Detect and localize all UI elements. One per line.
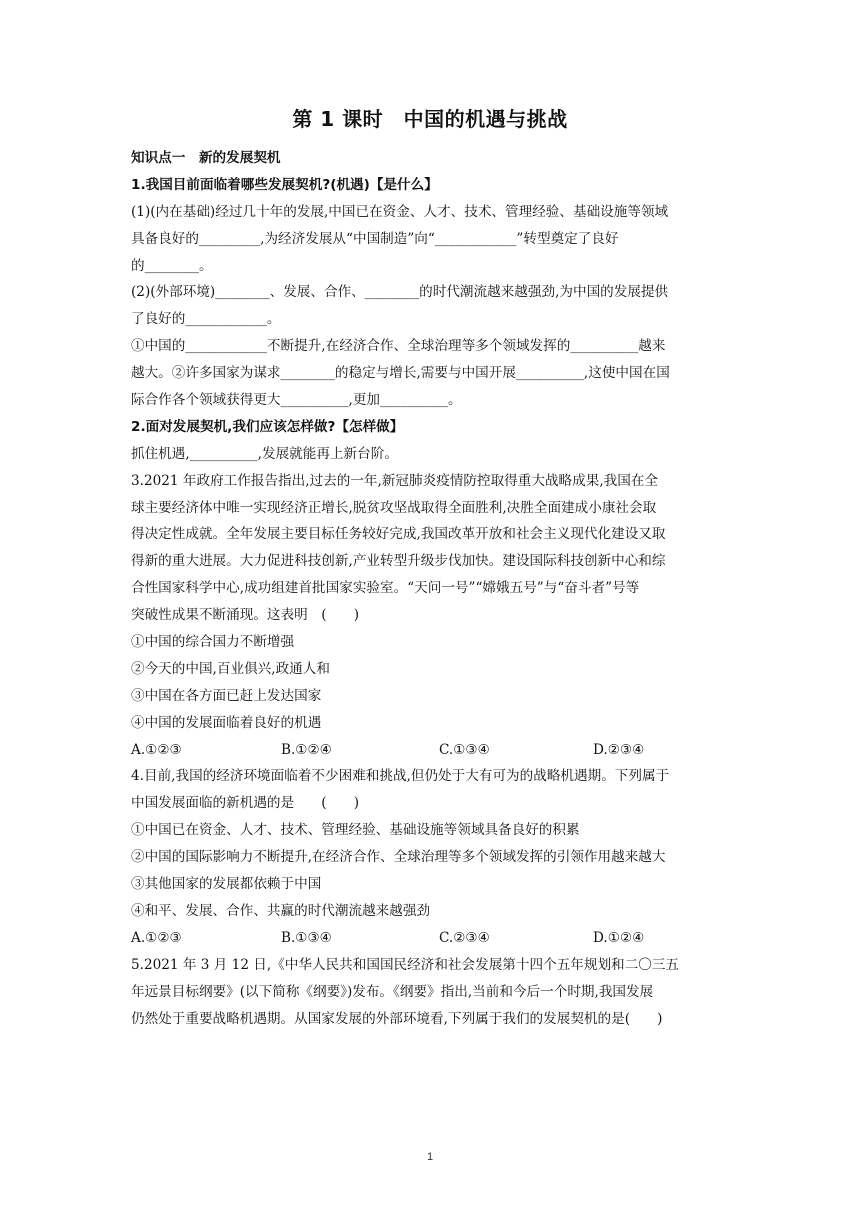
text-line: 得决定性成就。全年发展主要目标任务较好完成,我国改革开放和社会主义现代化建设又取 bbox=[131, 526, 666, 543]
text-line: ④和平、发展、合作、共赢的时代潮流越来越强劲 bbox=[131, 902, 431, 919]
document-body bbox=[131, 145, 731, 1032]
answer-option: D.②③④ bbox=[593, 741, 645, 758]
text-line: 的________。 bbox=[131, 257, 213, 274]
answer-option: C.①③④ bbox=[439, 741, 490, 758]
text-line: 了良好的____________。 bbox=[131, 311, 281, 328]
answer-option: A.①②③ bbox=[131, 929, 182, 946]
text-line: ②今天的中国,百业俱兴,政通人和 bbox=[131, 660, 330, 677]
answer-options bbox=[131, 737, 731, 764]
text-line: 越大。②许多国家为谋求________的稳定与增长,需要与中国开展__________,这使中国在国 bbox=[131, 365, 670, 382]
text-line: 合性国家科学中心,成功组建首批国家实验室。“天问一号”“嫦娥五号”与“奋斗者”号等 bbox=[131, 580, 640, 597]
text-line: 球主要经济体中唯一实现经济正增长,脱贫攻坚战取得全面胜利,决胜全面建成小康社会取 bbox=[131, 499, 657, 516]
section-heading: 知识点一 新的发展契机 bbox=[131, 150, 281, 166]
text-line: 具备良好的_________,为经济发展从“中国制造”向“____________”转型奠定了良好 bbox=[131, 230, 619, 247]
text-line: ③其他国家的发展都依赖于中国 bbox=[131, 876, 322, 893]
text-line: 年远景目标纲要》(以下简称《纲要》)发布。《纲要》指出,当前和今后一个时期,我国发展 bbox=[131, 983, 654, 1000]
page-number: 1 bbox=[426, 1151, 434, 1163]
answer-option: B.①②④ bbox=[281, 741, 332, 758]
text-line: 仍然处于重要战略机遇期。从国家发展的外部环境看,下列属于我们的发展契机的是( ) bbox=[131, 1010, 663, 1027]
text-line: ①中国的综合国力不断增强 bbox=[131, 634, 295, 651]
text-line: ①中国的____________不断提升,在经济合作、全球治理等多个领域发挥的__________越来 bbox=[131, 338, 666, 355]
answer-option: D.①②④ bbox=[593, 929, 645, 946]
text-line: 中国发展面临的新机遇的是 ( ) bbox=[131, 795, 360, 812]
text-line: ③中国在各方面已赶上发达国家 bbox=[131, 687, 322, 704]
text-line: 突破性成果不断涌现。这表明 ( ) bbox=[131, 607, 360, 624]
answer-option: C.②③④ bbox=[439, 929, 490, 946]
text-line: 得新的重大进展。大力促进科技创新,产业转型升级步伐加快。建设国际科技创新中心和综 bbox=[131, 553, 666, 570]
text-line: 5.2021 年 3 月 12 日,《中华人民共和国国民经济和社会发展第十四个五年规划和二〇三五 bbox=[131, 956, 680, 973]
text-line: (2)(外部环境)________、发展、合作、________的时代潮流越来越强劲,为中国的发展提供 bbox=[131, 284, 669, 301]
section-heading: 2.面对发展契机,我们应该怎样做?【怎样做】 bbox=[131, 418, 404, 435]
text-line: ④中国的发展面临着良好的机遇 bbox=[131, 714, 322, 731]
text-line: ②中国的国际影响力不断提升,在经济合作、全球治理等多个领域发挥的引领作用越来越大 bbox=[131, 849, 666, 866]
text-line: (1)(内在基础)经过几十年的发展,中国已在资金、人才、技术、管理经验、基础设施等领域 bbox=[131, 203, 669, 220]
answer-options bbox=[131, 925, 731, 952]
answer-option: B.①③④ bbox=[281, 929, 332, 946]
text-line: 3.2021 年政府工作报告指出,过去的一年,新冠肺炎疫情防控取得重大战略成果,我国在全 bbox=[131, 472, 659, 489]
answer-option: A.①②③ bbox=[131, 741, 182, 758]
text-line: 抓住机遇,__________,发展就能再上新台阶。 bbox=[131, 445, 398, 462]
text-line: 际合作各个领域获得更大__________,更加__________。 bbox=[131, 392, 462, 409]
text-line: 4.目前,我国的经济环境面临着不少困难和挑战,但仍处于大有可为的战略机遇期。下列属于 bbox=[131, 768, 670, 785]
page-title: 第 1 课时 中国的机遇与挑战 bbox=[292, 107, 568, 131]
text-line: ①中国已在资金、人才、技术、管理经验、基础设施等领域具备良好的积累 bbox=[131, 822, 580, 839]
section-heading: 1.我国目前面临着哪些发展契机?(机遇)【是什么】 bbox=[131, 176, 438, 193]
